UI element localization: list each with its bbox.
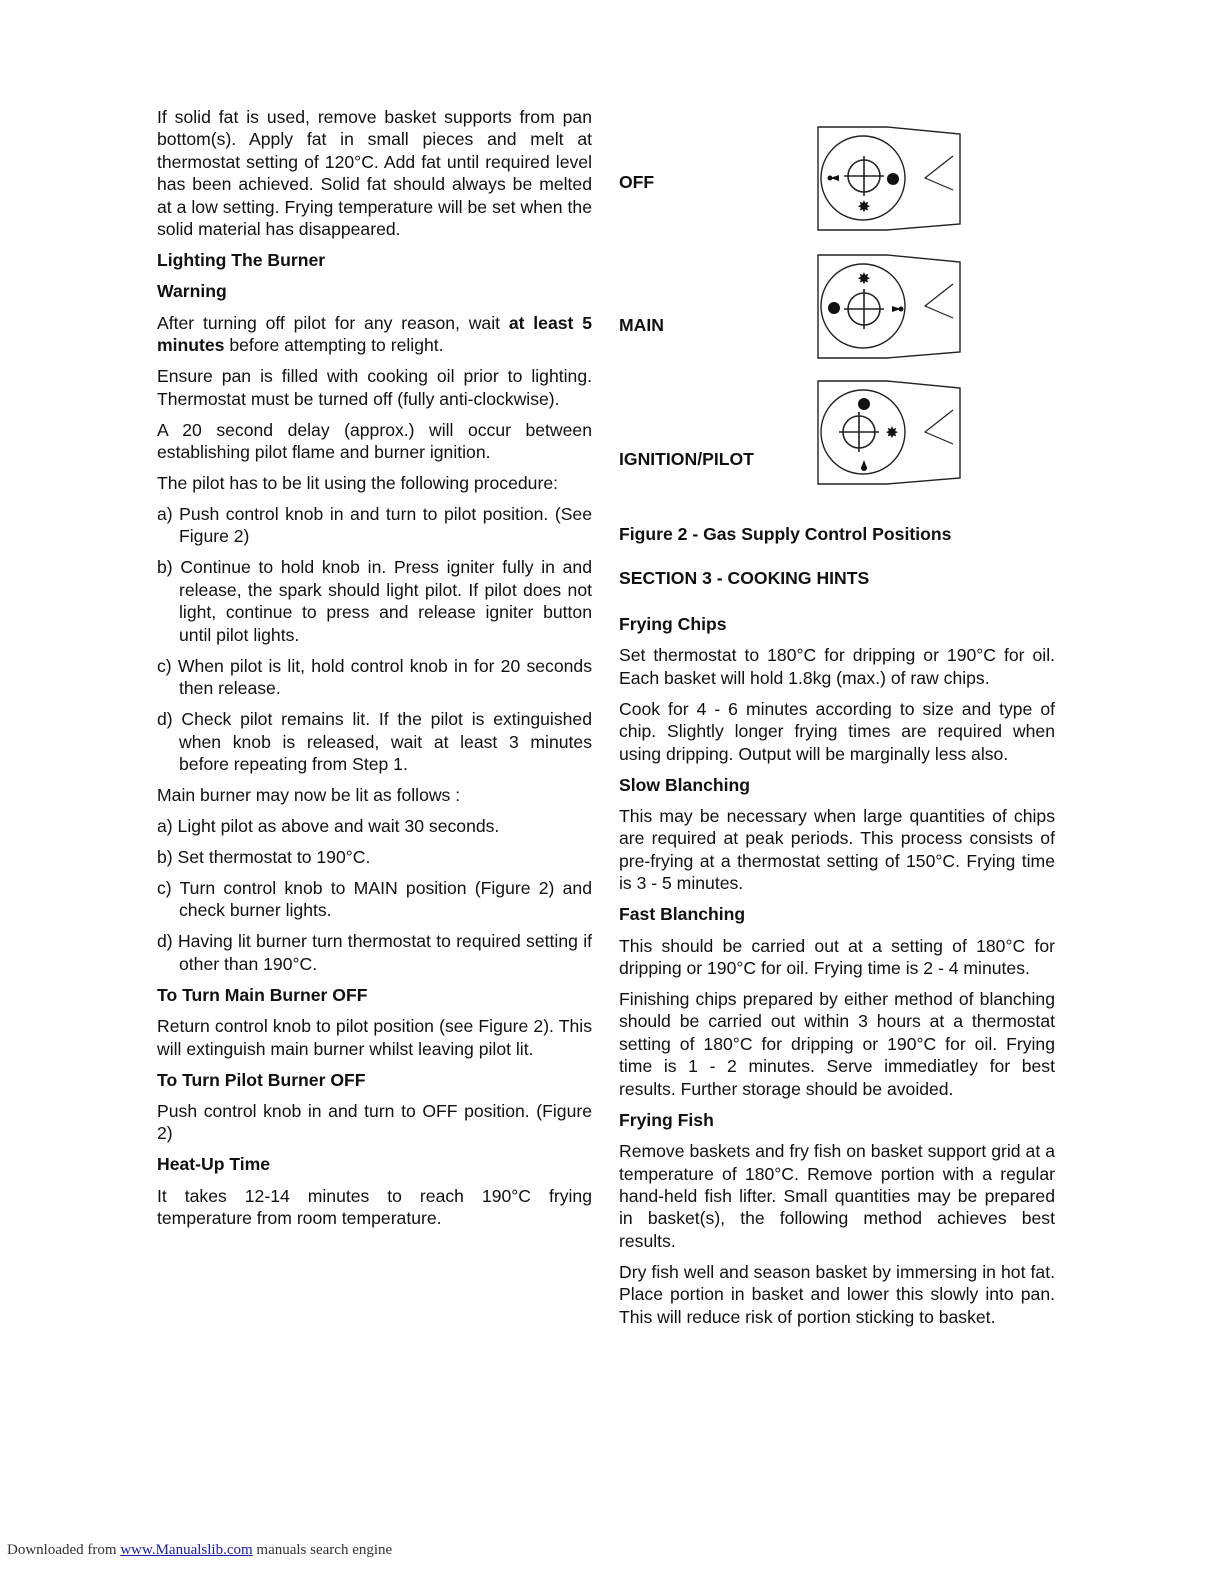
warning-emphasis: at least 5 minutes bbox=[157, 312, 592, 356]
download-footer bbox=[7, 1542, 392, 1559]
heading-heatup: Heat-Up Time bbox=[157, 1154, 271, 1175]
label-ignition: IGNITION/PILOT bbox=[619, 449, 754, 469]
fast-blanching-paragraph: This should be carried out at a setting of 180°C for dripping or 190°C for oil. Frying time is 2 - 4 minutes. bbox=[619, 935, 1055, 979]
heatup-paragraph: It takes 12-14 minutes to reach 190°C frying temperature from room temperature. bbox=[157, 1185, 592, 1229]
heading-warning: Warning bbox=[157, 281, 227, 302]
section-title: SECTION 3 - COOKING HINTS bbox=[619, 568, 870, 588]
svg-text:✸: ✸ bbox=[857, 197, 871, 216]
main-off-paragraph: Return control knob to pilot position (see Figure 2). This will extinguish main burner whilst leaving pilot lit. bbox=[157, 1016, 592, 1059]
main-step: b) Set thermostat to 190°C. bbox=[157, 846, 371, 867]
footer-suffix: manuals search engine bbox=[252, 1542, 393, 1558]
right-column bbox=[619, 613, 1055, 1337]
left-column bbox=[157, 106, 592, 1238]
chips-paragraph-2: Cook for 4 - 6 minutes according to size and type of chip. Slightly longer frying times are required when using dripping. Output will be marginally less also. bbox=[619, 698, 1055, 764]
pilot-step: d) Check pilot remains lit. If the pilot is extinguished when knob is released, wait at least 3 minutes before repeating from Step 1. bbox=[157, 709, 592, 774]
fish-paragraph-1: Remove baskets and fry fish on basket support grid at a temperature of 180°C. Remove portion with a regular hand-held fish lifter. Small quantities may be prepared in basket(s), the following method achieves best results. bbox=[619, 1141, 1055, 1251]
procedure-paragraph: The pilot has to be lit using the following procedure: bbox=[157, 473, 558, 494]
chips-paragraph-1: Set thermostat to 180°C for dripping or 190°C for oil. Each basket will hold 1.8kg (max.) of raw chips. bbox=[619, 645, 1055, 688]
pilot-off-paragraph: Push control knob in and turn to OFF position. (Figure 2) bbox=[157, 1100, 592, 1144]
finishing-paragraph: Finishing chips prepared by either method of blanching should be carried out within 3 hours at a thermostat setting of 180°C for dripping or 190°C for oil. Frying time is 1 - 2 minutes. Serve immediatley for best results. Further storage should be avoided. bbox=[619, 989, 1055, 1099]
main-burner-paragraph: Main burner may now be lit as follows : bbox=[157, 784, 461, 805]
intro-paragraph: If solid fat is used, remove basket supports from pan bottom(s). Apply fat in small pieces and melt at thermostat setting of 120°C. Add fat until required level has been achieved. Solid fat should always be melted at a low setting. Frying temperature will be set when the solid material has disappeared. bbox=[157, 107, 592, 240]
knob-ignition-diagram bbox=[817, 380, 963, 486]
pilot-step: b) Continue to hold knob in. Press igniter fully in and release, the spark should light pilot. If pilot does not light, continue to press and release igniter button until pilot lights. bbox=[157, 557, 592, 645]
main-step: c) Turn control knob to MAIN position (Figure 2) and check burner lights. bbox=[157, 877, 592, 921]
footer-prefix: Downloaded from bbox=[7, 1542, 121, 1558]
label-off: OFF bbox=[619, 172, 655, 192]
ensure-paragraph: Ensure pan is filled with cooking oil prior to lighting. Thermostat must be turned off (fully anti-clockwise). bbox=[157, 366, 592, 409]
fish-paragraph-2: Dry fish well and season basket by immersing in hot fat. Place portion in basket and lower this slowly into pan. This will reduce risk of portion sticking to basket. bbox=[619, 1261, 1055, 1327]
svg-text:✸: ✸ bbox=[857, 269, 871, 288]
pilot-step: c) When pilot is lit, hold control knob in for 20 seconds then release. bbox=[157, 655, 592, 699]
main-step: d) Having lit burner turn thermostat to required setting if other than 190°C. bbox=[157, 931, 592, 974]
gas-control-figure bbox=[619, 126, 1059, 496]
manualslib-link[interactable]: www.Manualslib.com bbox=[120, 1542, 253, 1558]
heading-frying-chips: Frying Chips bbox=[619, 614, 727, 634]
figure-caption: Figure 2 - Gas Supply Control Positions bbox=[619, 524, 952, 544]
svg-text:✸: ✸ bbox=[885, 423, 899, 442]
label-main: MAIN bbox=[619, 315, 664, 335]
heading-main-off: To Turn Main Burner OFF bbox=[157, 984, 368, 1005]
delay-paragraph: A 20 second delay (approx.) will occur between establishing pilot flame and burner ignition. bbox=[157, 419, 592, 463]
heading-frying-fish: Frying Fish bbox=[619, 1109, 714, 1130]
knob-main-diagram bbox=[817, 254, 963, 360]
heading-fast-blanching: Fast Blanching bbox=[619, 904, 746, 925]
heading-slow-blanching: Slow Blanching bbox=[619, 774, 750, 795]
main-step: a) Light pilot as above and wait 30 seconds. bbox=[157, 815, 500, 836]
heading-lighting: Lighting The Burner bbox=[157, 250, 326, 271]
heading-pilot-off: To Turn Pilot Burner OFF bbox=[157, 1069, 366, 1090]
warning-paragraph: After turning off pilot for any reason, wait at least 5 minutes before attempting to relight. bbox=[157, 312, 592, 356]
slow-blanching-paragraph: This may be necessary when large quantities of chips are required at peak periods. This process consists of pre-frying at a thermostat setting of 150°C. Frying time is 3 - 5 minutes. bbox=[619, 806, 1055, 894]
knob-off-diagram bbox=[817, 126, 963, 232]
pilot-step: a) Push control knob in and turn to pilot position. (See Figure 2) bbox=[157, 504, 592, 547]
